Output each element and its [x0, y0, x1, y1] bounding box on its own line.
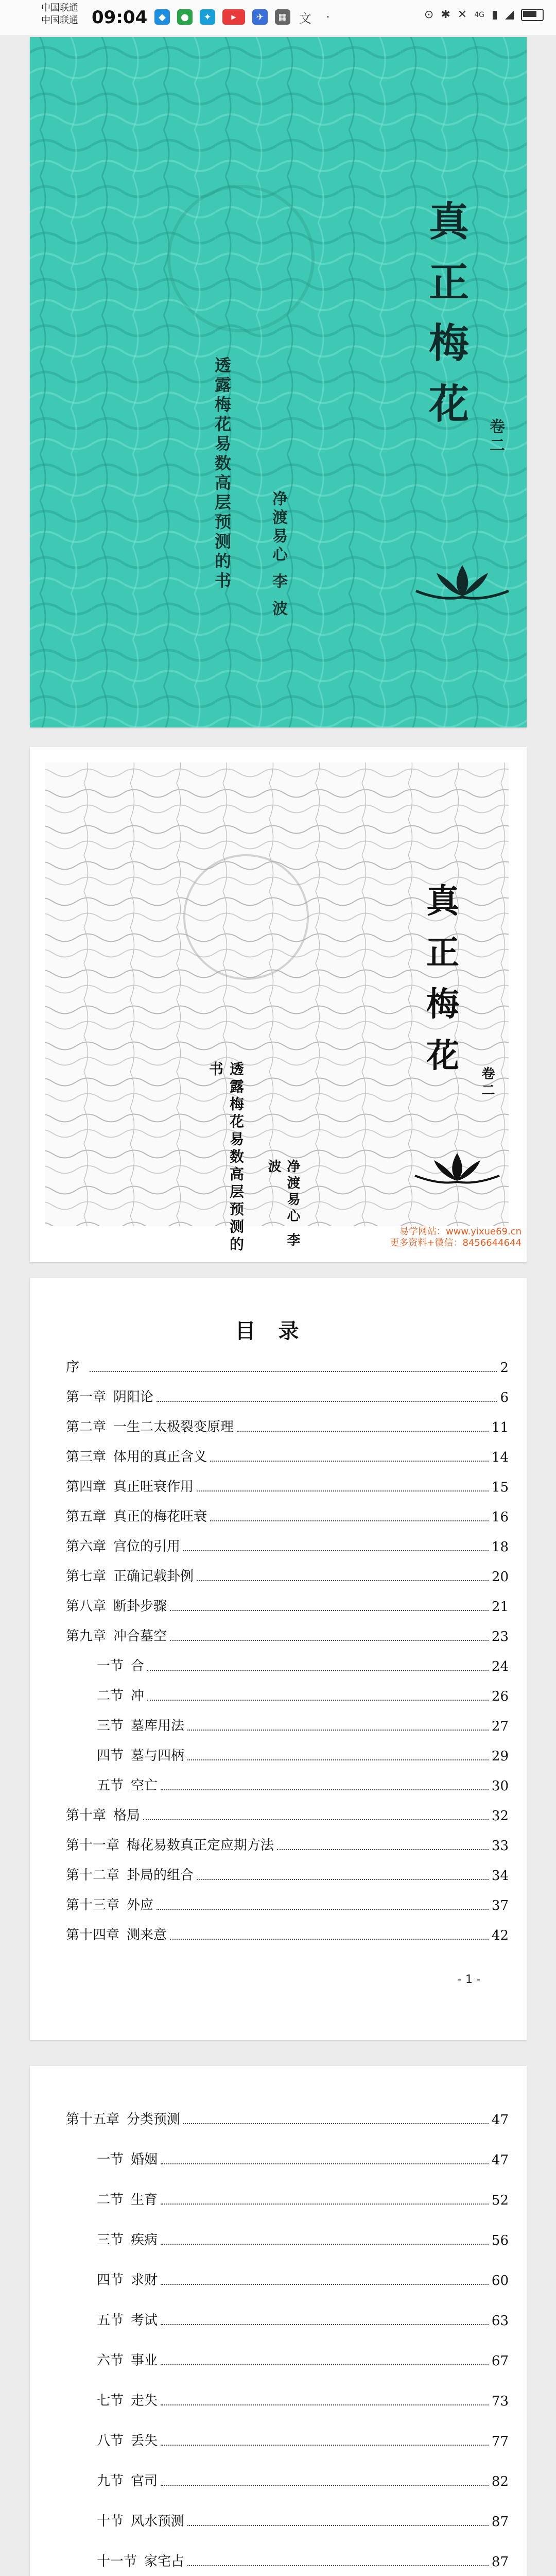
toc-entry-title: 墓与四柄	[131, 1748, 185, 1764]
app-icon-a: ◆	[154, 9, 170, 25]
toc-chapter-number: 第二章	[66, 1419, 107, 1435]
toc-entry-title: 真正旺衰作用	[113, 1479, 194, 1495]
app-icon-b: ●	[177, 9, 193, 25]
toc-entry-title: 阴阳论	[113, 1389, 154, 1405]
toc-chapter-number: 三节	[97, 2232, 124, 2248]
toc-entry-title: 丢失	[131, 2433, 158, 2449]
scanned-cover-page	[30, 747, 527, 1262]
toc-entry	[66, 1803, 509, 1824]
toc-entry	[66, 1445, 509, 1465]
app-icon-c: ✈	[252, 9, 268, 25]
toc-chapter-number: 第十一章	[66, 1838, 120, 1853]
toc-entry-title: 外应	[127, 1897, 154, 1913]
title-char: 梅	[426, 985, 459, 1024]
toc-leader	[161, 2204, 489, 2205]
toc-page-number: 30	[491, 1778, 509, 1794]
toc-entry-title: 梅花易数真正定应期方法	[127, 1838, 274, 1853]
toc-page-number: 23	[491, 1629, 509, 1645]
toc-entry-title: 断卦步骤	[113, 1599, 167, 1614]
toc-entry	[66, 1564, 509, 1585]
toc-chapter-number: 第十五章	[66, 2112, 120, 2127]
toc-entry-title: 考试	[131, 2313, 158, 2328]
toc-leader	[170, 1610, 489, 1611]
toc-entry-title: 格局	[113, 1808, 141, 1823]
lotus-icon	[411, 560, 514, 601]
scan-title	[426, 876, 459, 1082]
toc-page-number: 18	[491, 1539, 509, 1555]
toc-chapter-number: 第四章	[66, 1479, 107, 1495]
title-char: 真	[429, 198, 470, 245]
toc-page-number: 60	[491, 2273, 509, 2289]
toc-entry	[66, 1415, 509, 1435]
toc-page-number: 52	[491, 2193, 509, 2208]
battery-icon	[521, 9, 544, 21]
toc-entry	[66, 2268, 509, 2289]
toc-entry	[66, 2429, 509, 2449]
toc-entry	[66, 1385, 509, 1405]
toc-leader	[157, 1909, 489, 1910]
bilibili-icon: ▶	[222, 9, 245, 25]
signal-icon: ▮	[491, 8, 498, 21]
toc-entry-title: 卦局的组合	[127, 1868, 194, 1883]
toc-entry	[66, 1355, 509, 1376]
toc-page-number: 77	[491, 2434, 509, 2449]
toc-entry	[66, 1923, 509, 1943]
cover-title	[429, 192, 469, 435]
toc-page-number: 67	[491, 2353, 509, 2369]
toc-leader	[161, 2485, 489, 2486]
toc-leader	[170, 1939, 489, 1940]
toc-page-number: 63	[491, 2313, 509, 2329]
toc-chapter-number: 第一章	[66, 1389, 107, 1405]
toc-chapter-number: 八节	[97, 2433, 124, 2449]
toc-page-number: 6	[500, 1390, 509, 1405]
toc-entry-title: 风水预测	[131, 2514, 185, 2529]
toc-chapter-number: 十节	[97, 2514, 124, 2529]
toc-chapter-number: 十一节	[97, 2554, 137, 2569]
chat-icon: ✦	[200, 9, 215, 25]
toc-list	[66, 2107, 509, 2576]
toc-entry	[66, 2469, 509, 2489]
toc-chapter-number: 第九章	[66, 1629, 107, 1644]
toc-entry-title: 事业	[131, 2353, 158, 2368]
toc-chapter-number: 一节	[97, 2152, 124, 2167]
toc-leader	[277, 1849, 489, 1850]
toc-chapter-number: 二节	[97, 2192, 124, 2208]
toc-page-number: 15	[491, 1480, 509, 1495]
toc-entry-title: 冲	[131, 1688, 145, 1704]
toc-entry-title: 正确记载卦例	[113, 1569, 194, 1584]
title-char: 花	[429, 381, 470, 428]
toc-leader	[183, 1550, 489, 1551]
toc-entry-title: 冲合墓空	[113, 1629, 167, 1644]
toc-page-number: 21	[491, 1599, 509, 1615]
toc-page-number: 24	[491, 1659, 509, 1674]
toc-entry	[66, 1714, 509, 1734]
toc-entry-title: 一生二太极裂变原理	[113, 1419, 234, 1435]
toc-page-number: 56	[491, 2233, 509, 2248]
toc-leader	[187, 2565, 489, 2566]
toc-page-number: 87	[491, 2554, 509, 2570]
toc-chapter-number: 序	[66, 1360, 80, 1375]
toc-entry-title: 空亡	[131, 1778, 158, 1793]
toc-page-1	[30, 1278, 527, 2040]
toc-entry	[66, 1504, 509, 1525]
toc-page-number: 42	[491, 1928, 509, 1943]
toc-entry	[66, 1624, 509, 1645]
signal-label: 4G	[474, 10, 484, 19]
toc-chapter-number: 五节	[97, 2313, 124, 2328]
toc-leader	[161, 2284, 489, 2285]
toc-leader	[187, 1730, 489, 1731]
toc-chapter-number: 第十四章	[66, 1927, 120, 1943]
toc-chapter-number: 第七章	[66, 1569, 107, 1584]
toc-page-number: 26	[491, 1689, 509, 1704]
toc-chapter-number: 二节	[97, 1688, 124, 1704]
lotus-icon	[411, 1149, 503, 1185]
toc-leader	[161, 2244, 489, 2245]
status-bar	[0, 0, 556, 35]
toc-entry	[66, 2388, 509, 2409]
toc-entry-title: 墓库用法	[131, 1718, 185, 1734]
toc-entry	[66, 1893, 509, 1913]
toc-leader	[187, 2525, 489, 2526]
toc-list	[66, 1355, 509, 1989]
toc-leader	[197, 1580, 489, 1581]
carrier-label-2: 中国联通	[41, 15, 78, 26]
title-char: 梅	[429, 320, 470, 367]
toc-leader	[187, 1759, 489, 1760]
carrier-label-1: 中国联通	[41, 3, 78, 13]
toc-chapter-number: 第六章	[66, 1539, 107, 1554]
toc-entry	[66, 2509, 509, 2530]
toc-page-number: 33	[491, 1838, 509, 1854]
toc-leader	[161, 2163, 489, 2164]
toc-page-number: 47	[491, 2112, 509, 2128]
app-icon-d: ▦	[275, 9, 290, 25]
toc-page-number: 87	[491, 2514, 509, 2530]
toc-entry-title: 走失	[131, 2393, 158, 2409]
title-char: 正	[426, 934, 459, 972]
toc-entry	[66, 2147, 509, 2168]
toc-entry-title: 测来意	[127, 1927, 167, 1943]
toc-page-number: 47	[491, 2153, 509, 2168]
toc-entry	[66, 1654, 509, 1674]
toc-leader	[197, 1879, 489, 1880]
toc-entry	[66, 1773, 509, 1794]
toc-leader	[143, 1819, 489, 1820]
toc-entry	[66, 1594, 509, 1615]
scan-subtitle: 透露梅花易数高层预测的书	[207, 1061, 245, 1254]
toc-chapter-number: 三节	[97, 1718, 124, 1734]
toc-leader	[161, 2445, 489, 2446]
toc-entry-title: 生育	[131, 2192, 158, 2208]
toc-page-number: 11	[491, 1420, 509, 1435]
title-char: 真	[426, 882, 459, 921]
toc-leader	[170, 1640, 489, 1641]
toc-leader	[161, 2364, 489, 2365]
watermark-line: 更多资料+微信：8456644644	[390, 1238, 522, 1248]
toc-leader	[161, 2324, 489, 2325]
watermark	[390, 1226, 522, 1249]
title-char: 花	[426, 1037, 459, 1075]
toc-entry-title: 合	[131, 1658, 145, 1674]
toc-page-number: 73	[491, 2394, 509, 2409]
scan-author: 净渡易心 李 波	[266, 1159, 300, 1250]
toc-chapter-number: 第八章	[66, 1599, 107, 1614]
wifi-icon: ◢	[505, 8, 514, 21]
toc-chapter-number: 四节	[97, 2273, 124, 2288]
toc-chapter-number: 第十三章	[66, 1897, 120, 1913]
toc-page-number: 29	[491, 1749, 509, 1764]
cover-author: 净渡易心 李 波	[269, 490, 287, 619]
toc-heading: 目录	[235, 1319, 322, 1343]
toc-entry-title: 宫位的引用	[113, 1539, 181, 1554]
toc-leader	[161, 1789, 489, 1790]
watermark-line: 易学网站：www.yixue69.cn	[399, 1226, 522, 1237]
toc-entry-title: 体用的真正含义	[113, 1449, 207, 1465]
toc-entry-title: 官司	[131, 2473, 158, 2489]
toc-chapter-number: 五节	[97, 1778, 124, 1793]
toc-page-number: 20	[491, 1569, 509, 1585]
toc-leader	[161, 2404, 489, 2405]
toc-page-2	[30, 2066, 527, 2576]
notification-icons	[154, 9, 336, 25]
toc-chapter-number: 第三章	[66, 1449, 107, 1465]
toc-chapter-number: 第十二章	[66, 1868, 120, 1883]
toc-entry-title: 真正的梅花旺衰	[113, 1509, 207, 1524]
toc-entry-title: 家宅占	[144, 2554, 185, 2569]
cover-page	[30, 37, 527, 727]
toc-entry	[66, 2348, 509, 2369]
toc-entry	[66, 1534, 509, 1555]
title-char: 正	[429, 259, 470, 306]
toc-page-number: 32	[491, 1808, 509, 1824]
toc-entry	[66, 1684, 509, 1704]
toc-entry	[66, 2308, 509, 2329]
mute-icon: ✕	[457, 8, 467, 21]
toc-leader	[147, 1670, 489, 1671]
toc-entry	[66, 2107, 509, 2128]
bluetooth-icon: ✱	[441, 8, 450, 21]
cover-subtitle: 透露梅花易数高层预测的书	[212, 357, 232, 591]
toc-chapter-number: 第五章	[66, 1509, 107, 1524]
toc-leader	[237, 1431, 489, 1432]
translate-icon: 文	[299, 11, 311, 26]
page-number: - 1 -	[458, 1973, 480, 1986]
toc-entry	[66, 2188, 509, 2208]
toc-entry	[66, 1863, 509, 1884]
toc-entry-title: 分类预测	[127, 2112, 181, 2127]
toc-leader	[210, 1520, 489, 1521]
toc-entry	[66, 2228, 509, 2248]
toc-chapter-number: 第十章	[66, 1808, 107, 1823]
toc-leader	[157, 1401, 497, 1402]
toc-leader	[147, 1700, 489, 1701]
toc-page-number: 2	[500, 1360, 509, 1376]
toc-chapter-number: 一节	[97, 1658, 124, 1674]
toc-page-number: 34	[491, 1868, 509, 1884]
toc-entry	[66, 1743, 509, 1764]
toc-page-number: 27	[491, 1719, 509, 1734]
toc-entry	[66, 1475, 509, 1495]
toc-entry	[66, 2549, 509, 2570]
toc-chapter-number: 四节	[97, 1748, 124, 1764]
toc-chapter-number: 九节	[97, 2473, 124, 2489]
toc-leader	[90, 1371, 497, 1372]
toc-entry-title: 婚姻	[131, 2152, 158, 2167]
toc-leader	[210, 1461, 489, 1462]
cover-volume: 卷二	[486, 418, 505, 455]
toc-chapter-number: 六节	[97, 2353, 124, 2368]
more-icon: ·	[326, 10, 330, 24]
toc-entry-title: 疾病	[131, 2232, 158, 2248]
toc-page-number: 16	[491, 1510, 509, 1525]
toc-chapter-number: 七节	[97, 2393, 124, 2409]
toc-entry-title: 求财	[131, 2273, 158, 2288]
toc-page-number: 37	[491, 1898, 509, 1913]
toc-leader	[183, 2123, 489, 2124]
scan-volume: 卷二	[479, 1066, 495, 1099]
toc-leader	[197, 1490, 489, 1492]
nfc-icon: ⊙	[424, 8, 434, 21]
toc-page-number: 82	[491, 2474, 509, 2489]
toc-entry	[66, 1833, 509, 1854]
system-icons	[424, 8, 544, 21]
clock: 09:04	[92, 7, 148, 28]
toc-page-number: 14	[491, 1450, 509, 1465]
